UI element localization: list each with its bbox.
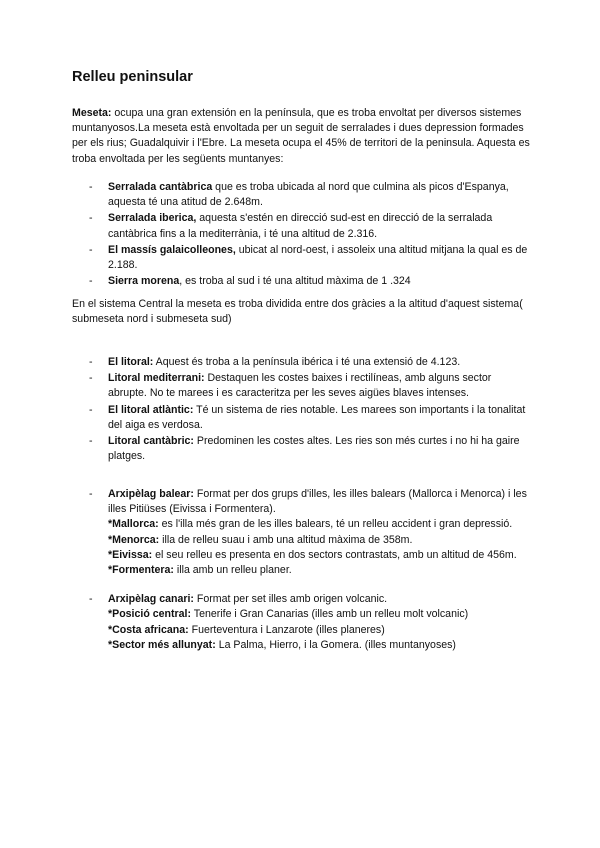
list-item-label: Serralada cantàbrica bbox=[108, 181, 213, 193]
island-text: es l'illa més gran de les illes balears, té un relleu accident i gran depressió. bbox=[158, 518, 513, 531]
archipelago-list bbox=[72, 487, 532, 654]
island-label: *Costa africana: bbox=[108, 623, 189, 636]
list-item-text: Format per dos grups d'illes, les illes balears (Mallorca i Menorca) i les illes Pitiüses (Eivissa i Formentera). bbox=[108, 488, 527, 516]
list-item-label: Serralada iberica, bbox=[108, 212, 197, 225]
list-item bbox=[72, 403, 532, 433]
list-item-label: Sierra morena bbox=[108, 275, 180, 288]
list-item-label: El massís galaicolleones, bbox=[108, 243, 236, 256]
island-label: *Posició central: bbox=[108, 608, 192, 621]
list-item-label: Arxipèlag balear: bbox=[108, 488, 194, 500]
mountain-range-list bbox=[72, 180, 532, 290]
bullet-dash: - bbox=[89, 275, 93, 288]
island-entry bbox=[108, 607, 532, 622]
page-title: Relleu peninsular bbox=[72, 69, 193, 85]
bullet-dash: - bbox=[89, 435, 93, 448]
island-label: *Mallorca: bbox=[108, 518, 159, 531]
list-item-label: Arxipèlag canari: bbox=[108, 593, 194, 606]
bullet-dash: - bbox=[89, 356, 93, 368]
island-entry bbox=[108, 638, 532, 653]
list-item bbox=[72, 355, 532, 370]
bullet-dash: - bbox=[89, 181, 93, 193]
bullet-dash: - bbox=[89, 593, 93, 606]
list-item-text: aquesta s'estén en direcció sud-est en direcció de la serralada cantàbrica fins a la mediterrània, i té una altitud de 2.316. bbox=[108, 212, 493, 240]
island-text: el seu relleu es presenta en dos sectors contrastats, amb un altitud de 456m. bbox=[152, 548, 517, 561]
island-text: La Palma, Hierro, i la Gomera. (illes muntanyoses) bbox=[215, 638, 456, 651]
list-item-text: ubicat al nord-oest, i assoleix una altitud mitjana la qual es de 2.188. bbox=[108, 243, 528, 272]
island-label: *Menorca: bbox=[108, 533, 160, 546]
meseta-text: ocupa una gran extensión en la península, que es troba envoltat per diversos sistemes muntanyosos.La meseta està envoltada per un seguit de serralades i dues depression formades per els rius; Guadalquivir i l'Ebre. La meseta ocupa el 45% de territori de la peninsula. Aquesta es troba envoltada per les següents muntanyes: bbox=[72, 107, 530, 165]
list-item-text: Té un sistema de ries notable. Les marees son importants i la tonalitat del aiga es verdosa. bbox=[108, 403, 526, 431]
list-item-text: Destaquen les costes baixes i rectilíneas, amb alguns sector abrupte. No te marees i es caracteritza per les seves aigües blaves intenses. bbox=[108, 372, 492, 400]
island-label: *Formentera: bbox=[108, 564, 174, 577]
bullet-dash: - bbox=[89, 403, 93, 416]
bullet-dash: - bbox=[89, 488, 93, 500]
bullet-dash: - bbox=[89, 372, 93, 385]
list-item-text: Predominen les costes altes. Les ries son més curtes i no hi ha gaire platges. bbox=[108, 435, 520, 463]
meseta-label: Meseta: bbox=[72, 107, 112, 119]
list-item bbox=[72, 274, 532, 289]
island-entry bbox=[108, 533, 532, 548]
list-item bbox=[72, 371, 532, 401]
island-entry bbox=[108, 548, 532, 563]
list-item-balear bbox=[72, 487, 532, 578]
list-item bbox=[72, 434, 532, 464]
island-text: illa amb un relleu planer. bbox=[173, 564, 292, 577]
list-item-canari bbox=[72, 592, 532, 653]
list-item-text: que es troba ubicada al nord que culmina als picos d'Espanya, aquesta té una atitud de 2.648m. bbox=[108, 181, 509, 209]
central-system-paragraph: En el sistema Central la meseta es troba dividida entre dos gràcies a la altitud d'aquest sistema( submeseta nord i submeseta sud) bbox=[72, 298, 523, 326]
list-item-label: Litoral cantàbric: bbox=[108, 435, 194, 448]
island-label: *Eivissa: bbox=[108, 548, 153, 561]
island-text: illa de relleu suau i amb una altitud màxima de 358m. bbox=[159, 533, 413, 546]
list-item-text: Aquest és troba a la península ibérica i té una extensió de 4.123. bbox=[153, 356, 461, 368]
list-item bbox=[72, 243, 532, 273]
coastline-list bbox=[72, 355, 532, 465]
meseta-paragraph bbox=[72, 106, 532, 167]
list-item bbox=[72, 211, 532, 241]
list-item-label: El litoral atlàntic: bbox=[108, 403, 194, 416]
island-entry bbox=[108, 517, 532, 532]
island-label: *Sector més allunyat: bbox=[108, 638, 216, 651]
list-item-text: Format per set illes amb origen volcanic. bbox=[193, 593, 388, 606]
list-item-label: El litoral: bbox=[108, 356, 154, 368]
island-entry bbox=[108, 623, 532, 638]
list-item bbox=[72, 180, 532, 210]
island-text: Fuerteventura i Lanzarote (illes planeres) bbox=[188, 623, 385, 636]
bullet-dash: - bbox=[89, 212, 93, 225]
list-item-text: , es troba al sud i té una altitud màxima de 1 .324 bbox=[179, 275, 411, 288]
bullet-dash: - bbox=[89, 243, 93, 256]
list-item-label: Litoral mediterrani: bbox=[108, 372, 205, 385]
island-text: Tenerife i Gran Canarias (illes amb un relleu molt volcanic) bbox=[191, 608, 469, 621]
island-entry bbox=[108, 563, 532, 578]
